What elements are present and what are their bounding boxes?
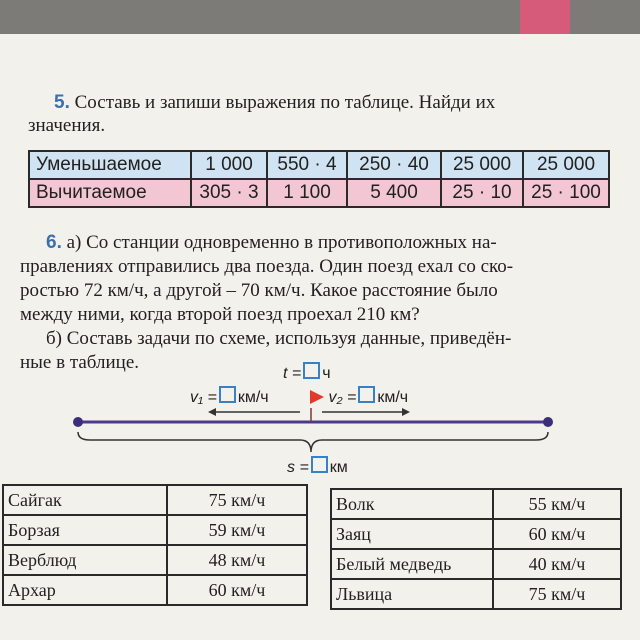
subtrahend-cell: 25 · 10: [441, 179, 523, 207]
task5-line1: [54, 92, 495, 114]
animals-table-right: [330, 488, 622, 610]
speed1-unit: км/ч: [237, 389, 269, 406]
right-endpoint: [543, 417, 553, 427]
task6-text-line: б) Составь задачи по схеме, используя данные, приведён-: [46, 328, 512, 349]
minuend-cell: 25 000: [523, 151, 609, 179]
subtrahend-label: Вычитаемое: [29, 179, 191, 207]
table-row: [331, 549, 621, 579]
minuend-cell: 250 · 40: [347, 151, 441, 179]
task6-text-line: ные в таблице.: [20, 352, 140, 373]
animals-table-left: [2, 484, 308, 606]
table-row: [3, 545, 307, 575]
right-arrowhead-icon: [402, 408, 410, 416]
animal-speed: 60 км/ч: [493, 519, 621, 549]
animal-name: Верблюд: [3, 545, 167, 575]
distance-unit: км: [329, 459, 348, 476]
speed2-unit: км/ч: [377, 389, 409, 406]
task6-text-line: Со станции одновременно в противоположных на-: [86, 232, 497, 253]
task6-line1: [46, 232, 497, 254]
table-row-minuend: [29, 151, 609, 179]
left-endpoint: [73, 417, 83, 427]
task5-number: 5.: [54, 92, 70, 113]
minuend-label: Уменьшаемое: [29, 151, 191, 179]
task6-text-line: правлениях отправились два поезда. Один поезд ехал со ско-: [20, 256, 514, 277]
time-unit: ч: [322, 365, 331, 382]
animal-name: Волк: [331, 489, 493, 519]
table-row: [3, 515, 307, 545]
minuend-cell: 1 000: [191, 151, 267, 179]
distance-brace: [78, 432, 548, 452]
time-label: [283, 362, 331, 385]
table-row: [331, 489, 621, 519]
minuend-cell: 25 000: [441, 151, 523, 179]
task6-part-a-label: а): [61, 232, 87, 253]
animal-name: Львица: [331, 579, 493, 609]
distance-answer-box: [311, 456, 328, 473]
subtrahend-cell: 25 · 100: [523, 179, 609, 207]
animal-speed: 55 км/ч: [493, 489, 621, 519]
time-answer-box: [303, 362, 320, 379]
minuend-cell: 550 · 4: [267, 151, 347, 179]
task5-table: [28, 150, 610, 208]
task5-text-line1: Составь и запиши выражения по таблице. Найди их: [69, 92, 496, 113]
animal-name: Борзая: [3, 515, 167, 545]
animal-name: Заяц: [331, 519, 493, 549]
animal-name: Сайгак: [3, 485, 167, 515]
distance-formula: s =: [287, 459, 309, 476]
table-row: [3, 575, 307, 605]
animal-speed: 48 км/ч: [167, 545, 307, 575]
table-row-subtrahend: [29, 179, 609, 207]
time-formula: t =: [283, 365, 302, 382]
task6-number: 6.: [46, 232, 62, 253]
table-row: [331, 519, 621, 549]
animal-name: Белый медведь: [331, 549, 493, 579]
distance-label: [287, 456, 348, 479]
subtrahend-cell: 1 100: [267, 179, 347, 207]
speed1-formula: v₁ =: [190, 389, 217, 406]
animal-speed: 75 км/ч: [493, 579, 621, 609]
subtrahend-cell: 5 400: [347, 179, 441, 207]
subtrahend-cell: 305 · 3: [191, 179, 267, 207]
table-row: [3, 485, 307, 515]
left-arrowhead-icon: [208, 408, 216, 416]
task5-text-line2: значения.: [28, 115, 106, 136]
speed2-formula: v₂ =: [328, 389, 357, 406]
animal-speed: 40 км/ч: [493, 549, 621, 579]
task6-text-line: между ними, когда второй поезд проехал 210 км?: [20, 304, 420, 325]
animal-speed: 59 км/ч: [167, 515, 307, 545]
animal-name: Архар: [3, 575, 167, 605]
table-row: [331, 579, 621, 609]
animal-speed: 60 км/ч: [167, 575, 307, 605]
animal-speed: 75 км/ч: [167, 485, 307, 515]
task6-text-line: ростью 72 км/ч, а другой – 70 км/ч. Какое расстояние было: [20, 280, 498, 301]
